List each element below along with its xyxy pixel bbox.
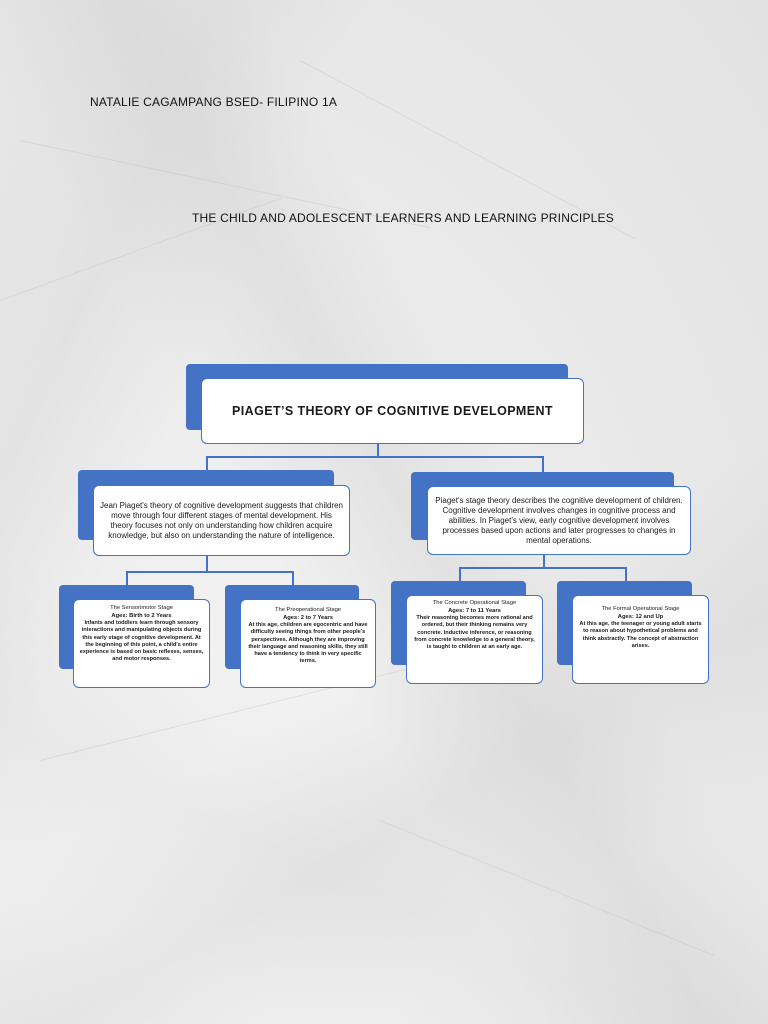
stage-age: Ages: Birth to 2 Years [111,613,172,619]
diagram-title: PIAGET’S THEORY OF COGNITIVE DEVELOPMENT [232,404,553,418]
stage-node-formal-operational [572,595,709,684]
connector-line [126,571,128,585]
author-line: NATALIE CAGAMPANG BSED- FILIPINO 1A [90,95,338,109]
stage-name: The Sensorimotor Stage [110,605,173,611]
right-description-node [427,486,691,555]
connector-line [459,567,461,581]
stage-description: Their reasoning becomes more rational and ordered, but their thinking remains very concrete. Inductive inference, or reasoning from concrete knowledge to a general theory, is taught to children at an early age. [414,615,535,651]
stage-age: Ages: 7 to 11 Years [448,608,501,614]
connector-line [292,571,294,585]
connector-line [542,456,544,472]
paper-crease [380,820,714,956]
stage-description: Infants and toddlers learn through sensory interactions and manipulating objects during this early stage of cognitive development. At the beginning of this point, a child's entire experience is based on basic reflexes, senses, and motor responses. [79,620,204,663]
stage-node-preoperational [240,599,376,688]
stage-name: The Concrete Operational Stage [432,600,517,606]
connector-line [625,567,627,581]
connector-line [126,571,293,573]
connector-line [206,456,208,470]
stage-age: Ages: 2 to 7 Years [283,615,333,621]
right-description-text: Piaget's stage theory describes the cognitive development of children. Cognitive development involves changes in cognitive process and abilities. In Piaget's view, early cognitive development involves processes based upon actions and later progresses to changes in mental operations. [435,495,683,545]
stage-node-concrete-operational [406,595,543,684]
connector-line [459,567,626,569]
stage-description: At this age, children are egocentric and have difficulty seeing things from other people's perspectives. Although they are improving their language and reasoning skills, they still have a tendency to think in very specific terms. [248,622,368,665]
connector-line [206,556,208,572]
stage-description: At this age, the teenager or young adult starts to reason about hypothetical problems and think abstractly. The concept of abstraction arises. [579,621,702,649]
stage-name: The Preoperational Stage [274,607,342,613]
left-description-node [93,485,350,556]
stage-node-sensorimotor [73,599,210,688]
left-description-text: Jean Piaget's theory of cognitive development suggests that children move through four different stages of mental development. His theory focuses not only on understanding how children acquire knowledge, but also on understanding the nature of intelligence. [100,500,344,540]
stage-name: The Formal Operational Stage [601,606,680,612]
connector-line [206,456,543,458]
stage-age: Ages: 12 and Up [617,614,664,620]
subject-line: THE CHILD AND ADOLESCENT LEARNERS AND LEARNING PRINCIPLES [192,211,614,225]
title-node [201,378,584,444]
